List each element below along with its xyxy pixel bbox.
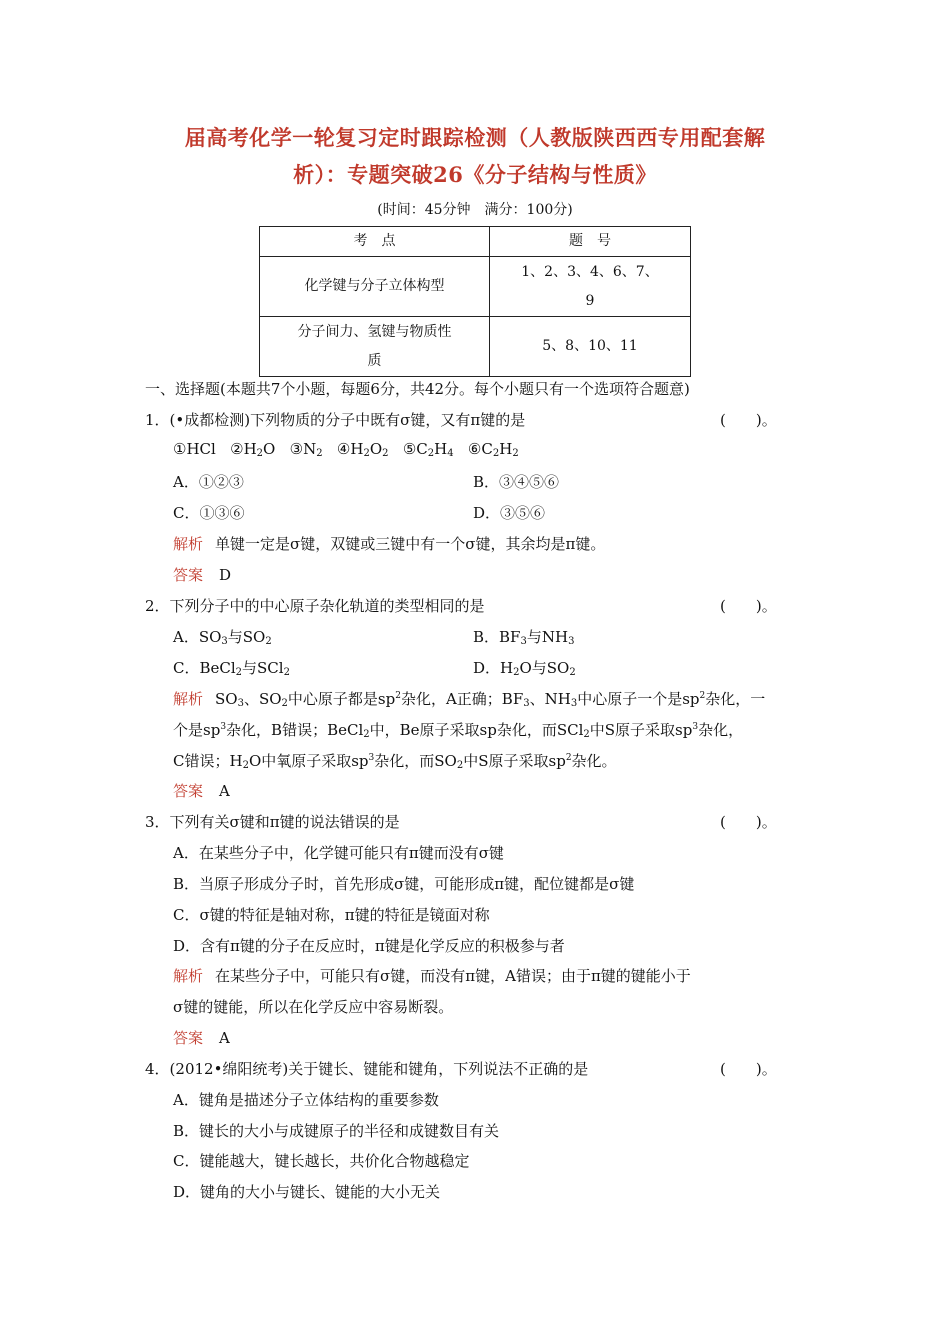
table-cell-topic: 化学键与分子立体构型: [260, 257, 490, 317]
exam-time-score: (时间：45分钟 满分：100分): [377, 202, 573, 218]
answer-label: 答案: [173, 782, 204, 800]
table-cell-numbers-line: 9: [585, 292, 595, 309]
topic-table: [259, 226, 691, 377]
question-2-analysis-line-3: C错误；$H_2O$中氧原子采取$sp^3$杂化，而$SO_2$中S原子采取$sp^2$杂化。: [173, 752, 617, 771]
question-2-analysis-line-2: 个是$sp^3$杂化，B错误；BeCl$_2$中，Be原子采取sp杂化，而SCl$_2$中S原子采取$sp^3$杂化，: [173, 721, 744, 740]
question-1-option-b: B．③④⑤⑥: [473, 473, 560, 491]
question-3-option-a: A．在某些分子中，化学键可能只有π键而没有σ键: [173, 844, 504, 862]
answer-blank: ( )。: [720, 597, 777, 615]
document-title-line-1: 届高考化学一轮复习定时跟踪检测（人教版陕西西专用配套解: [184, 125, 766, 150]
question-1-option-d: D．③⑤⑥: [473, 504, 546, 522]
question-1-analysis: 解析 单键一定是σ键，双键或三键中有一个σ键，其余均是π键。: [173, 535, 606, 553]
question-4-stem: 4．(2012•绵阳统考)关于键长、键能和键角，下列说法不正确的是: [145, 1060, 589, 1078]
question-2-option-a: A．$SO_3$与$SO_2$: [173, 628, 272, 647]
answer-label: 答案: [173, 1029, 204, 1047]
table-cell-topic-line: 质: [367, 352, 382, 369]
table-cell-numbers: 5、8、10、11: [490, 317, 691, 377]
answer-blank: ( )。: [720, 1060, 777, 1078]
question-3-stem: 3．下列有关σ键和π键的说法错误的是: [145, 813, 400, 831]
table-row: [260, 257, 691, 317]
question-2-answer: 答案 A: [173, 782, 230, 800]
question-3-option-d: D．含有π键的分子在反应时，π键是化学反应的积极参与者: [173, 937, 565, 955]
question-4-option-d: D．键角的大小与键长、键能的大小无关: [173, 1183, 441, 1201]
question-4-option-a: A．键角是描述分子立体结构的重要参数: [173, 1091, 439, 1109]
answer-blank: ( )。: [720, 411, 777, 429]
table-row: [260, 317, 691, 377]
question-3-analysis-line-1: 解析 在某些分子中，可能只有σ键，而没有π键，A错误；由于π键的键能小于: [173, 967, 691, 985]
question-1-option-a: A．①②③: [173, 473, 244, 491]
question-2-option-b: B．$BF_3$与$NH_3$: [473, 628, 575, 647]
answer-label: 答案: [173, 566, 204, 584]
analysis-label: 解析: [173, 535, 204, 553]
table-cell-topic: [260, 317, 490, 377]
document-title-line-2: 析）：专题突破26《分子结构与性质》: [293, 162, 657, 187]
question-1-answer: 答案 D: [173, 566, 232, 584]
table-header-topic: 考 点: [260, 227, 490, 257]
question-3-answer: 答案 A: [173, 1029, 230, 1047]
question-2-analysis-line-1: 解析 $SO_3$、$SO_2$中心原子都是$sp^2$杂化，A正确；$BF_3$、$NH_3$中心原子一个是$sp^2$杂化，一: [173, 690, 766, 709]
section-heading: 一、选择题(本题共7个小题，每题6分，共42分。每个小题只有一个选项符合题意): [145, 380, 690, 398]
table-header-numbers: 题 号: [490, 227, 691, 257]
analysis-label: 解析: [173, 690, 204, 708]
analysis-label: 解析: [173, 967, 204, 985]
table-cell-numbers: [490, 257, 691, 317]
question-1-stem: 1．(•成都检测)下列物质的分子中既有σ键，又有π键的是: [145, 411, 526, 429]
answer-blank: ( )。: [720, 813, 777, 831]
question-1-option-c: C．①③⑥: [173, 504, 245, 522]
table-cell-topic-line: 分子间力、氢键与物质性: [297, 323, 452, 340]
question-2-stem: 2．下列分子中的中心原子杂化轨道的类型相同的是: [145, 597, 485, 615]
table-cell-numbers-line: 1、2、3、4、6、7、: [521, 263, 659, 280]
question-2-option-c: C．BeCl$_2$与SCl$_2$: [173, 659, 290, 678]
question-3-option-b: B．当原子形成分子时，首先形成σ键，可能形成π键，配位键都是σ键: [173, 875, 635, 893]
question-1-items: ①HCl $②H_2O$ $③N_2$ $④H_2O_2$ $⑤C_2H_4$ $⑥C_2H_2$: [173, 440, 519, 459]
question-3-analysis-line-2: σ键的键能，所以在化学反应中容易断裂。: [173, 998, 454, 1016]
question-2-option-d: D．$H_2O$与$SO_2$: [473, 659, 576, 678]
question-4-option-c: C．键能越大，键长越长，共价化合物越稳定: [173, 1152, 470, 1170]
question-4-option-b: B．键长的大小与成键原子的半径和成键数目有关: [173, 1122, 500, 1140]
question-3-option-c: C．σ键的特征是轴对称，π键的特征是镜面对称: [173, 906, 490, 924]
